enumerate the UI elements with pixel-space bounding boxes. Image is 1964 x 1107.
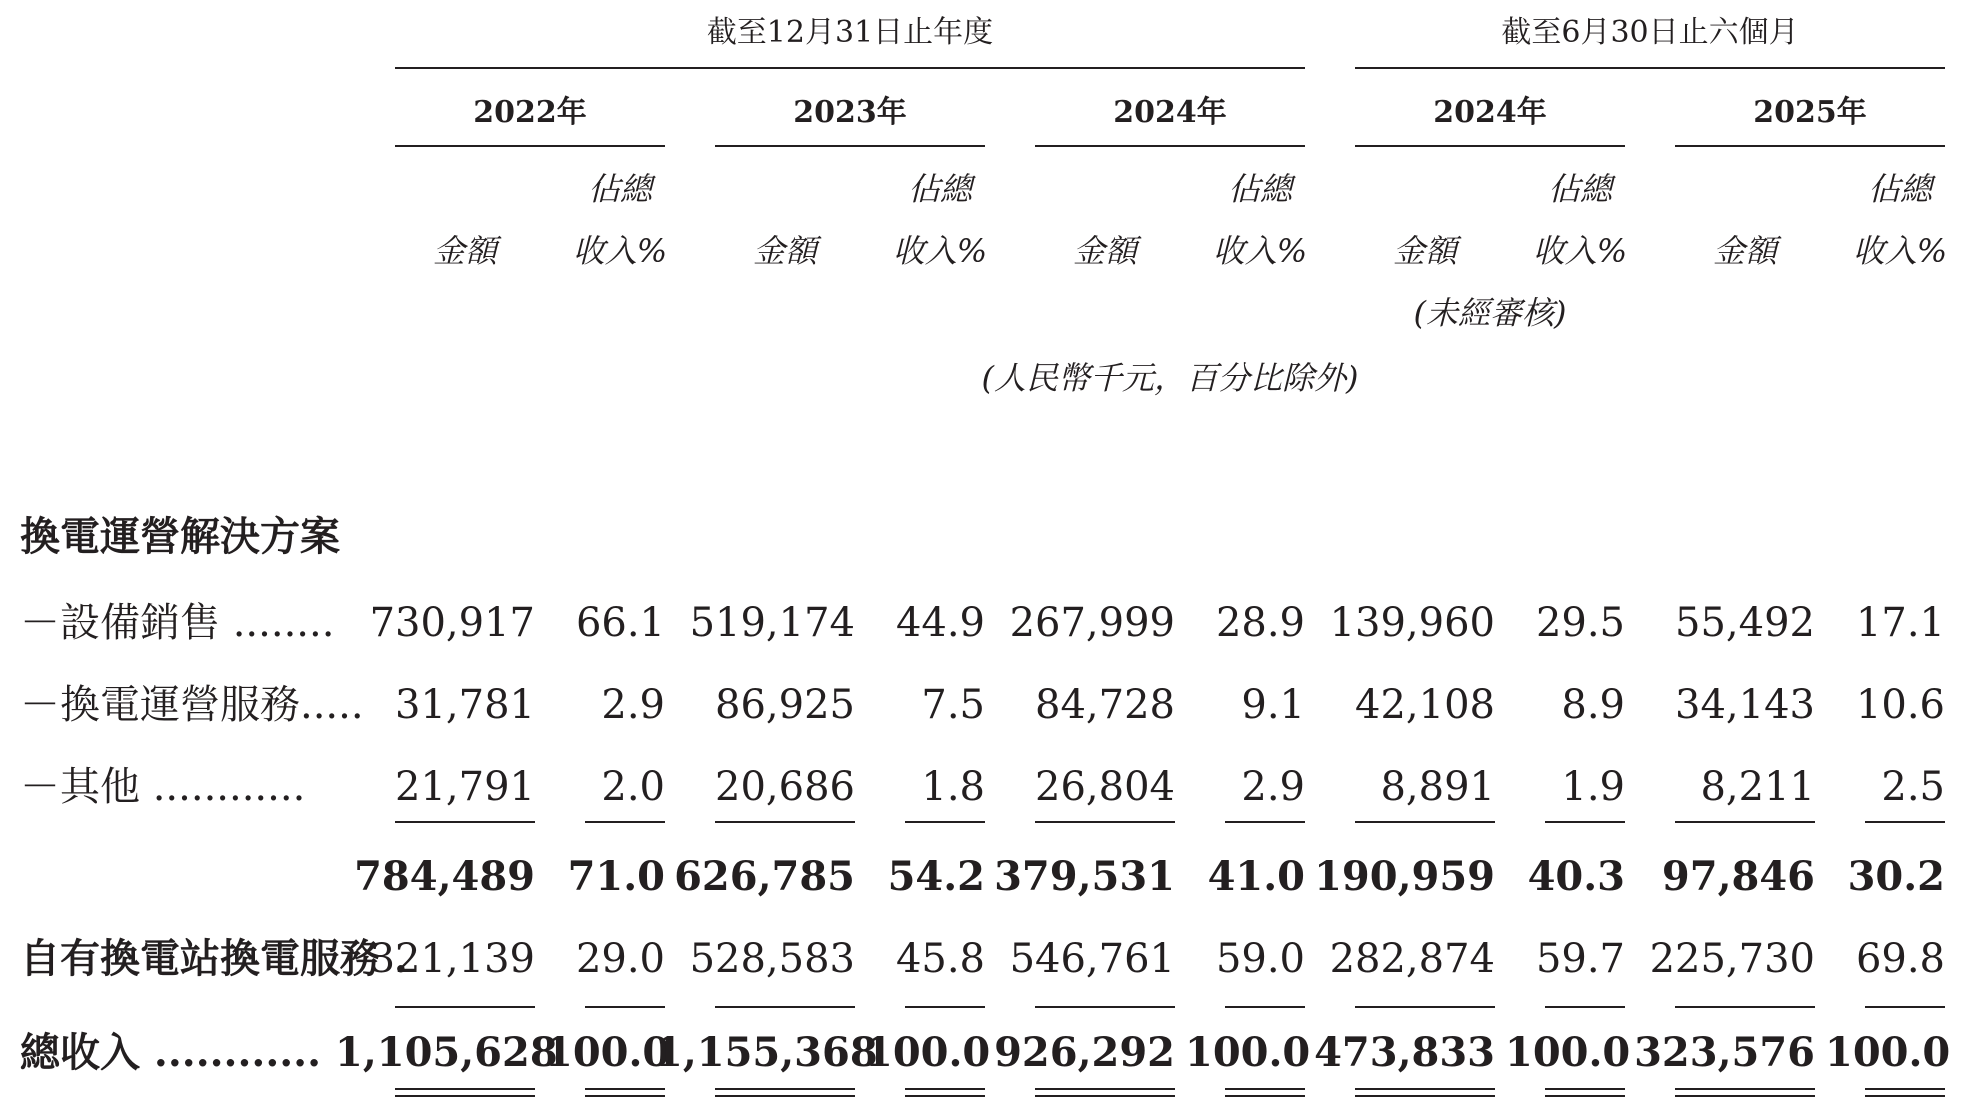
cell-amount: 20,686 <box>715 764 855 810</box>
cell-pct: 29.5 <box>1535 600 1625 646</box>
amount-header: 金額 <box>752 232 817 270</box>
cell-amount: 519,174 <box>689 600 855 646</box>
cell-amount: 528,583 <box>689 936 855 982</box>
subtotal-rule <box>715 821 855 823</box>
double-rule <box>585 1095 665 1097</box>
year-underline <box>1035 145 1305 147</box>
total-amount: 926,292 <box>994 1029 1175 1076</box>
unaudited-note: (未經審核) <box>1413 294 1567 332</box>
total-pct: 100.0 <box>1185 1029 1311 1076</box>
amount-header: 金額 <box>1072 232 1137 270</box>
total-rule <box>1355 1006 1495 1008</box>
total-rule <box>715 1006 855 1008</box>
subtotal-pct: 54.2 <box>887 853 985 900</box>
cell-pct: 10.6 <box>1855 682 1945 728</box>
pct-header-line2: 收入% <box>1212 232 1308 270</box>
cell-amount: 31,781 <box>395 682 535 728</box>
cell-amount: 8,211 <box>1700 764 1815 810</box>
cell-amount: 8,891 <box>1380 764 1495 810</box>
cell-amount: 84,728 <box>1035 682 1175 728</box>
group-underline-annual <box>395 67 1305 69</box>
double-rule <box>1865 1095 1945 1097</box>
total-amount: 323,576 <box>1634 1029 1815 1076</box>
year-underline <box>1675 145 1945 147</box>
subtotal-rule <box>395 821 535 823</box>
cell-amount: 225,730 <box>1649 936 1815 982</box>
cell-amount: 546,761 <box>1009 936 1175 982</box>
subtotal-rule <box>585 821 665 823</box>
year-header-2025-h1: 2025年 <box>1753 95 1867 130</box>
pct-header-line1: 佔總 <box>587 170 652 208</box>
total-pct: 100.0 <box>1825 1029 1951 1076</box>
pct-header-line1: 佔總 <box>1547 170 1612 208</box>
cell-pct: 28.9 <box>1215 600 1305 646</box>
subtotal-amount: 97,846 <box>1661 853 1815 900</box>
double-rule <box>905 1088 985 1090</box>
double-rule <box>585 1088 665 1090</box>
double-rule <box>1675 1095 1815 1097</box>
total-rule <box>905 1006 985 1008</box>
cell-amount: 730,917 <box>369 600 535 646</box>
total-pct: 100.0 <box>1505 1029 1631 1076</box>
cell-pct: 2.0 <box>601 764 665 810</box>
cell-amount: 86,925 <box>715 682 855 728</box>
year-underline <box>1355 145 1625 147</box>
section-title: 換電運營解決方案 <box>20 513 340 560</box>
cell-pct: 66.1 <box>575 600 665 646</box>
subtotal-rule <box>1225 821 1305 823</box>
double-rule <box>1355 1088 1495 1090</box>
subtotal-rule <box>1865 821 1945 823</box>
total-rule <box>1035 1006 1175 1008</box>
double-rule <box>1225 1095 1305 1097</box>
double-rule <box>1035 1088 1175 1090</box>
cell-pct: 1.9 <box>1561 764 1625 810</box>
cell-amount: 34,143 <box>1675 682 1815 728</box>
cell-pct: 1.8 <box>921 764 985 810</box>
year-underline <box>395 145 665 147</box>
pct-header-line2: 收入% <box>1532 232 1628 270</box>
year-header-2024: 2024年 <box>1113 95 1227 130</box>
pct-header-line1: 佔總 <box>1227 170 1292 208</box>
subtotal-pct: 71.0 <box>567 853 665 900</box>
total-rule <box>1675 1006 1815 1008</box>
subtotal-rule <box>1545 821 1625 823</box>
row-label-total-revenue: 總收入 ............ <box>20 1029 322 1076</box>
cell-amount: 139,960 <box>1329 600 1495 646</box>
total-rule <box>1545 1006 1625 1008</box>
double-rule <box>905 1095 985 1097</box>
cell-amount: 26,804 <box>1035 764 1175 810</box>
subtotal-rule <box>905 821 985 823</box>
subtotal-rule <box>1035 821 1175 823</box>
double-rule <box>1355 1095 1495 1097</box>
pct-header-line1: 佔總 <box>1867 170 1932 208</box>
double-rule <box>395 1088 535 1090</box>
subtotal-pct: 40.3 <box>1527 853 1625 900</box>
row-label-others: －其他 ............ <box>20 764 306 810</box>
total-rule <box>585 1006 665 1008</box>
cell-amount: 321,139 <box>369 936 535 982</box>
cell-pct: 8.9 <box>1561 682 1625 728</box>
cell-pct: 7.5 <box>921 682 985 728</box>
total-amount: 1,155,368 <box>655 1029 878 1076</box>
cell-pct: 17.1 <box>1855 600 1945 646</box>
total-pct: 100.0 <box>545 1029 671 1076</box>
subtotal-amount: 626,785 <box>674 853 855 900</box>
double-rule <box>715 1088 855 1090</box>
subtotal-amount: 784,489 <box>354 853 535 900</box>
amount-header: 金額 <box>432 232 497 270</box>
subtotal-pct: 41.0 <box>1207 853 1305 900</box>
pct-header-line2: 收入% <box>1852 232 1948 270</box>
cell-pct: 45.8 <box>895 936 985 982</box>
total-rule <box>1225 1006 1305 1008</box>
cell-amount: 55,492 <box>1675 600 1815 646</box>
cell-pct: 2.5 <box>1881 764 1945 810</box>
cell-pct: 2.9 <box>1241 764 1305 810</box>
row-label-operation-services: －換電運營服務..... <box>20 682 364 728</box>
amount-header: 金額 <box>1712 232 1777 270</box>
cell-amount: 42,108 <box>1355 682 1495 728</box>
amount-header: 金額 <box>1392 232 1457 270</box>
group-header-interim: 截至6月30日止六個月 <box>1501 15 1799 50</box>
year-header-2022: 2022年 <box>473 95 587 130</box>
subtotal-amount: 379,531 <box>994 853 1175 900</box>
double-rule <box>1545 1088 1625 1090</box>
group-header-annual: 截至12月31日止年度 <box>706 15 994 50</box>
subtotal-amount: 190,959 <box>1314 853 1495 900</box>
pct-header-line1: 佔總 <box>907 170 972 208</box>
year-underline <box>715 145 985 147</box>
cell-amount: 282,874 <box>1329 936 1495 982</box>
double-rule <box>715 1095 855 1097</box>
year-header-2023: 2023年 <box>793 95 907 130</box>
cell-pct: 59.0 <box>1215 936 1305 982</box>
double-rule <box>1035 1095 1175 1097</box>
double-rule <box>1675 1088 1815 1090</box>
total-amount: 1,105,628 <box>335 1029 558 1076</box>
cell-pct: 9.1 <box>1241 682 1305 728</box>
cell-pct: 59.7 <box>1535 936 1625 982</box>
pct-header-line2: 收入% <box>892 232 988 270</box>
double-rule <box>1865 1088 1945 1090</box>
cell-pct: 29.0 <box>575 936 665 982</box>
subtotal-rule <box>1355 821 1495 823</box>
unit-note: (人民幣千元，百分比除外) <box>981 359 1359 397</box>
pct-header-line2: 收入% <box>572 232 668 270</box>
total-pct: 100.0 <box>865 1029 991 1076</box>
double-rule <box>1225 1088 1305 1090</box>
group-underline-interim <box>1355 67 1945 69</box>
row-label-equipment-sales: －設備銷售 ........ <box>20 600 335 646</box>
total-amount: 473,833 <box>1314 1029 1495 1076</box>
cell-pct: 69.8 <box>1855 936 1945 982</box>
year-header-2024-h1: 2024年 <box>1433 95 1547 130</box>
cell-pct: 44.9 <box>895 600 985 646</box>
cell-amount: 267,999 <box>1009 600 1175 646</box>
total-rule <box>1865 1006 1945 1008</box>
cell-amount: 21,791 <box>395 764 535 810</box>
subtotal-rule <box>1675 821 1815 823</box>
cell-pct: 2.9 <box>601 682 665 728</box>
subtotal-pct: 30.2 <box>1847 853 1945 900</box>
total-rule <box>395 1006 535 1008</box>
double-rule <box>1545 1095 1625 1097</box>
double-rule <box>395 1095 535 1097</box>
row-label-owned-stations: 自有換電站換電服務 . <box>20 935 408 982</box>
